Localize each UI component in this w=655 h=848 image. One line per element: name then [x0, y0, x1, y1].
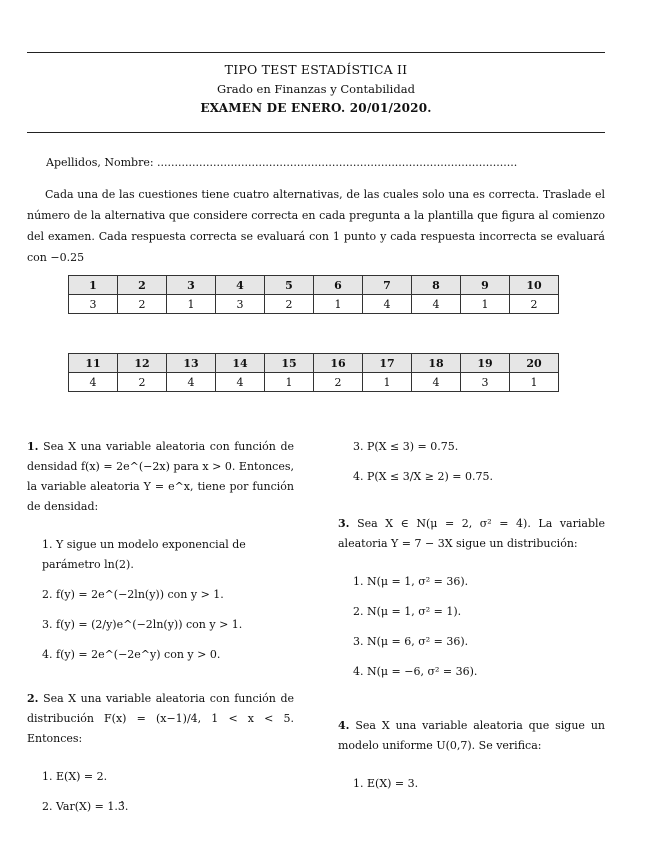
q3-option-1: 1. N(μ = 1, σ² = 36). [353, 575, 469, 588]
question-number: 17 [363, 354, 412, 373]
question-number: 19 [461, 354, 510, 373]
question-stem-text: Sea X una variable aleatoria con función de densidad f(x) = 2e^(−2x) para x > 0. Entonces, la variable aleatoria Y = e^x, tiene por función de densidad: [27, 440, 294, 513]
question-1 [27, 437, 294, 665]
answer-table-1-answers [69, 295, 559, 314]
top-rule [27, 52, 605, 53]
instructions [27, 184, 605, 268]
header-bottom-rule [27, 132, 605, 133]
answer-value: 4 [167, 373, 216, 392]
question-number: 15 [265, 354, 314, 373]
question-number: 7 [363, 276, 412, 295]
question-number-label: 2. [27, 692, 39, 705]
answer-value: 4 [69, 373, 118, 392]
question-number: 14 [216, 354, 265, 373]
question-number-label: 3. [338, 517, 350, 530]
answer-value: 4 [412, 373, 461, 392]
answer-table-1 [68, 275, 559, 314]
answer-value: 1 [167, 295, 216, 314]
q1-option-1: 1. Y sigue un modelo exponencial de parámetro ln(2). [42, 538, 246, 571]
question-number: 10 [510, 276, 559, 295]
q1-option-2: 2. f(y) = 2e^(−2ln(y)) con y > 1. [42, 588, 224, 601]
answer-value: 1 [314, 295, 363, 314]
student-name-line: Apellidos, Nombre: ....................................................................................................... [46, 156, 518, 169]
answer-value: 3 [69, 295, 118, 314]
question-number: 1 [69, 276, 118, 295]
q2-option-4: 4. P(X ≤ 3/X ≥ 2) = 0.75. [353, 470, 493, 483]
question-stem-text: Sea X una variable aleatoria con función de distribución F(x) = (x−1)/4, 1 < x < 5. Entonces: [27, 692, 294, 745]
question-number-label: 4. [338, 719, 350, 732]
question-number: 4 [216, 276, 265, 295]
question-3 [338, 514, 605, 682]
question-number: 8 [412, 276, 461, 295]
answer-value: 2 [118, 295, 167, 314]
question-4 [338, 716, 605, 794]
answer-table-2 [68, 353, 559, 392]
question-number: 12 [118, 354, 167, 373]
answer-value: 4 [412, 295, 461, 314]
question-number: 11 [69, 354, 118, 373]
answer-value: 2 [118, 373, 167, 392]
question-number: 5 [265, 276, 314, 295]
answer-value: 1 [265, 373, 314, 392]
question-number: 6 [314, 276, 363, 295]
answer-value: 1 [363, 373, 412, 392]
q3-option-4: 4. N(μ = −6, σ² = 36). [353, 665, 478, 678]
question-number: 13 [167, 354, 216, 373]
q4-option-1: 1. E(X) = 3. [353, 777, 419, 790]
answer-table-1-header [69, 276, 559, 295]
question-3-stem [338, 514, 605, 554]
question-stem-text: Sea X ∈ N(μ = 2, σ² = 4). La variable aleatoria Y = 7 − 3X sigue un distribución: [338, 517, 606, 550]
answer-value: 3 [216, 295, 265, 314]
q2-option-3: 3. P(X ≤ 3) = 0.75. [353, 440, 459, 453]
answer-table-2-header [69, 354, 559, 373]
question-number: 2 [118, 276, 167, 295]
question-number: 20 [510, 354, 559, 373]
question-number-label: 1. [27, 440, 39, 453]
exam-date-title: EXAMEN DE ENERO. 20/01/2020. [200, 101, 432, 115]
question-2-stem [27, 689, 294, 749]
q2-option-1: 1. E(X) = 2. [42, 770, 108, 783]
q2-option-2: 2. Var(X) = 1.3̂. [42, 800, 129, 813]
answer-value: 3 [461, 373, 510, 392]
question-2-continued [338, 437, 605, 487]
answer-value: 4 [216, 373, 265, 392]
answer-value: 2 [314, 373, 363, 392]
q3-option-3: 3. N(μ = 6, σ² = 36). [353, 635, 469, 648]
q1-option-4: 4. f(y) = 2e^(−2e^y) con y > 0. [42, 648, 221, 661]
question-number: 16 [314, 354, 363, 373]
instructions-text: Cada una de las cuestiones tiene cuatro alternativas, de las cuales solo una es correcta. Traslade el número de la alternativa que considere correcta en cada pregunta a la plantilla que figura al comienzo del examen. Cada respuesta correcta se evaluará con 1 punto y cada respuesta incorrecta se evaluará con −0.25 [27, 188, 605, 264]
answer-value: 1 [461, 295, 510, 314]
answer-value: 2 [510, 295, 559, 314]
q1-option-3: 3. f(y) = (2/y)e^(−2ln(y)) con y > 1. [42, 618, 243, 631]
question-number: 3 [167, 276, 216, 295]
q3-option-2: 2. N(μ = 1, σ² = 1). [353, 605, 462, 618]
question-number: 9 [461, 276, 510, 295]
answer-value: 4 [363, 295, 412, 314]
answer-value: 1 [510, 373, 559, 392]
question-2 [27, 689, 294, 817]
degree-name: Grado en Finanzas y Contabilidad [217, 82, 415, 96]
question-stem-text: Sea X una variable aleatoria que sigue un modelo uniforme U(0,7). Se verifica: [338, 719, 605, 752]
question-4-stem [338, 716, 605, 756]
exam-title: TIPO TEST ESTADÍSTICA II [224, 62, 408, 77]
answer-value: 2 [265, 295, 314, 314]
question-1-stem [27, 437, 294, 517]
question-number: 18 [412, 354, 461, 373]
answer-table-2-answers [69, 373, 559, 392]
